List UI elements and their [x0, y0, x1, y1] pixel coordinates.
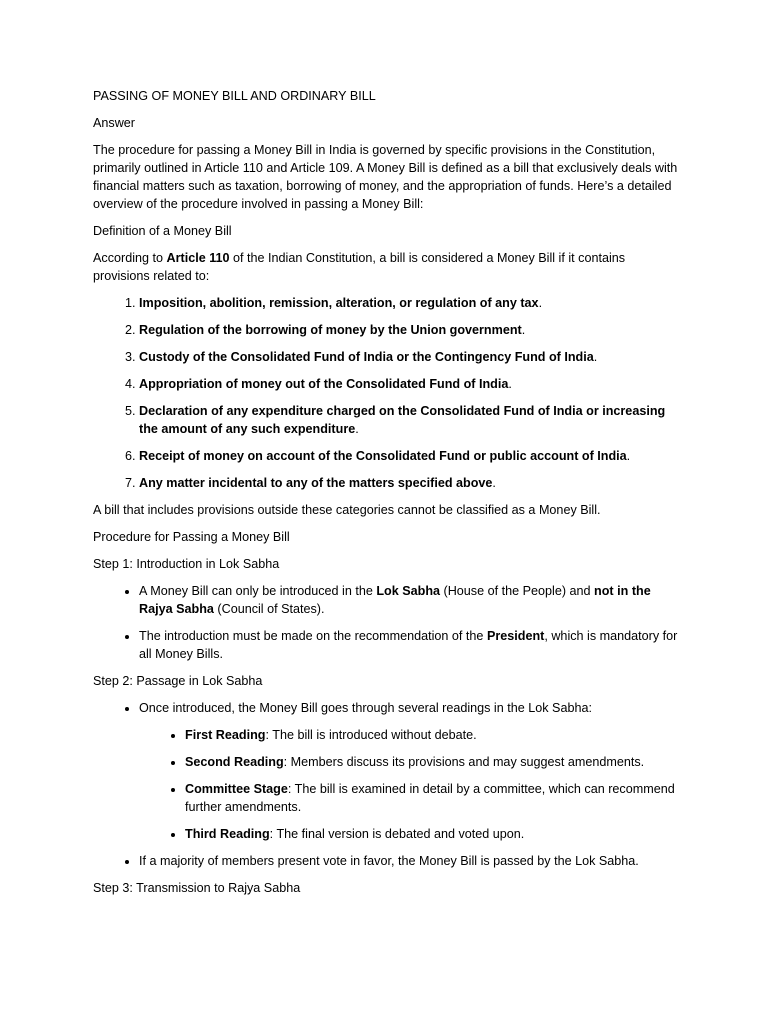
list-item: • The introduction must be made on the recommendation of the President, which is mandatory for all Money Bills.: [139, 627, 683, 663]
list-item: • Once introduced, the Money Bill goes through several readings in the Lok Sabha: • First Reading: The bill is introduced without debate. • Second Reading: Members discuss its provisions and may suggest amendments. • Committee Stage: The bill is examined in detail by a committee, which can recommend further amendments. • Third Reading: The final version is debated and voted upon.: [139, 699, 683, 843]
document-title: PASSING OF MONEY BILL AND ORDINARY BILL: [93, 89, 376, 103]
step1-list: [93, 582, 683, 663]
list-item: 3. Custody of the Consolidated Fund of India or the Contingency Fund of India.: [139, 348, 683, 366]
money-bill-criteria-list: [93, 294, 683, 492]
list-item: 1. Imposition, abolition, remission, alteration, or regulation of any tax.: [139, 294, 683, 312]
step2-heading: Step 2: Passage in Lok Sabha: [93, 674, 263, 688]
procedure-heading: Procedure for Passing a Money Bill: [93, 530, 290, 544]
list-item: 7. Any matter incidental to any of the matters specified above.: [139, 474, 683, 492]
definition-heading: Definition of a Money Bill: [93, 224, 232, 238]
list-item: • If a majority of members present vote in favor, the Money Bill is passed by the Lok Sabha.: [139, 852, 683, 870]
list-item: 6. Receipt of money on account of the Consolidated Fund or public account of India.: [139, 447, 683, 465]
step1-heading: Step 1: Introduction in Lok Sabha: [93, 557, 280, 571]
outside-categories-note: A bill that includes provisions outside these categories cannot be classified as a Money Bill.: [93, 503, 601, 517]
intro-paragraph: The procedure for passing a Money Bill in India is governed by specific provisions in the Constitution, primarily outlined in Article 110 and Article 109. A Money Bill is defined as a bill that exclusively deals with financial matters such as taxation, borrowing of money, and the appropriation of funds. Here’s a detailed overview of the procedure involved in passing a Money Bill:: [93, 143, 678, 211]
list-item: 2. Regulation of the borrowing of money by the Union government.: [139, 321, 683, 339]
list-item: 5. Declaration of any expenditure charged on the Consolidated Fund of India or increasing the amount of any such expenditure.: [139, 402, 683, 438]
list-item: • Second Reading: Members discuss its provisions and may suggest amendments.: [185, 753, 683, 771]
list-item: • Committee Stage: The bill is examined in detail by a committee, which can recommend further amendments.: [185, 780, 683, 816]
answer-label: Answer: [93, 116, 135, 130]
list-item: • First Reading: The bill is introduced without debate.: [185, 726, 683, 744]
document-body: [93, 87, 683, 906]
list-item: • Third Reading: The final version is debated and voted upon.: [185, 825, 683, 843]
readings-list: [139, 726, 683, 843]
definition-paragraph: According to Article 110 of the Indian Constitution, a bill is considered a Money Bill if it contains provisions related to:: [93, 251, 626, 283]
step3-heading: Step 3: Transmission to Rajya Sabha: [93, 881, 301, 895]
list-item: 4. Appropriation of money out of the Consolidated Fund of India.: [139, 375, 683, 393]
list-item: • A Money Bill can only be introduced in the Lok Sabha (House of the People) and not in the Rajya Sabha (Council of States).: [139, 582, 683, 618]
step2-list: [93, 699, 683, 870]
